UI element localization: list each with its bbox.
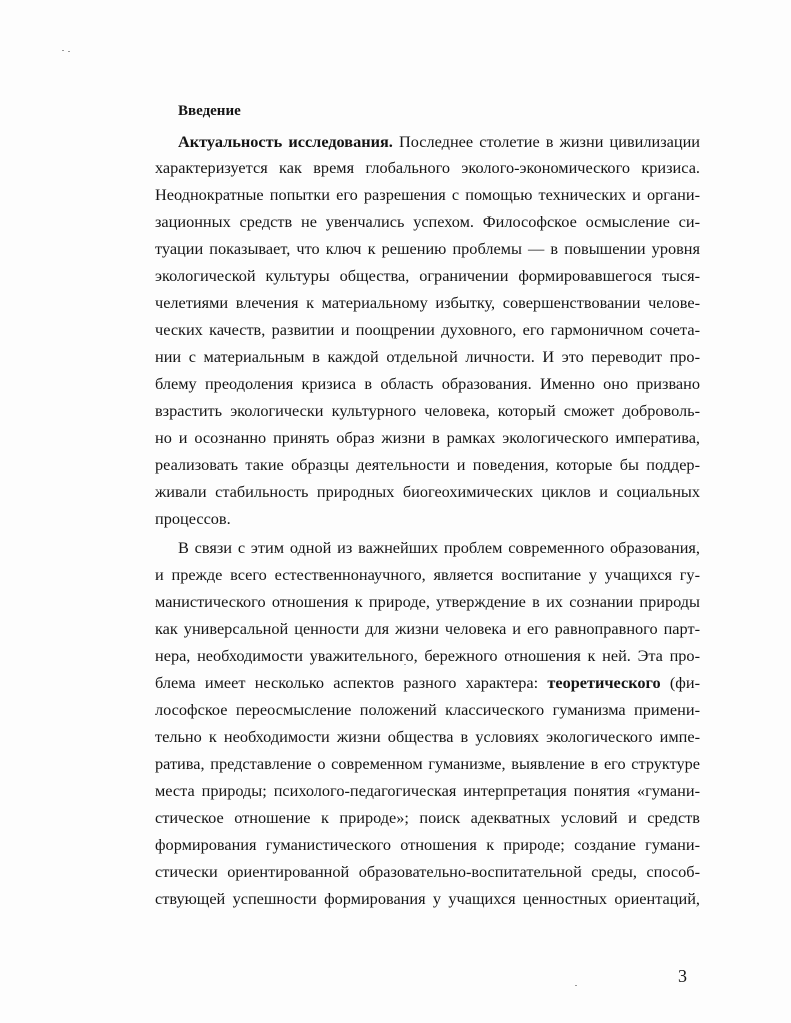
line-text: (фи- <box>660 673 700 692</box>
paragraph-line: стически ориентированной образовательно-воспитательной среды, способ- <box>155 862 700 881</box>
scan-speck <box>575 985 577 986</box>
lead-bold-text: Актуальность исследования. <box>178 132 393 151</box>
lead-text: Последнее столетие в жизни цивилизации <box>392 132 700 151</box>
paragraph-line: формирования гуманистического отношения к природе; создание гумани- <box>155 835 700 854</box>
scan-speck <box>68 51 70 52</box>
paragraph-line: как универсальной ценности для жизни человека и его равноправного парт- <box>155 619 700 638</box>
paragraph-line: экологической культуры общества, ограничении формировавшегося тыся- <box>155 266 700 285</box>
paragraph-line: живали стабильность природных биогеохимических циклов и социальных <box>155 482 700 501</box>
bold-term: теоретического <box>547 673 661 692</box>
paragraph-line: ческих качеств, развитии и поощрении духовного, его гармоничном сочета- <box>155 320 700 339</box>
page-number: 3 <box>678 966 687 986</box>
paragraph-line: челетиями влечения к материальному избытку, совершенствовании челове- <box>155 293 700 312</box>
paragraph-line: тельно к необходимости жизни общества в условиях экологического импе- <box>155 727 700 746</box>
paragraph-line: реализовать такие образцы деятельности и поведения, которые бы поддер- <box>155 455 700 474</box>
paragraph-line <box>178 132 700 152</box>
scan-speck <box>62 50 64 51</box>
section-heading: Введение <box>178 103 241 119</box>
paragraph-line: ствующей успешности формирования у учащихся ценностных ориентаций, <box>155 889 700 908</box>
paragraph-line: В связи с этим одной из важнейших проблем современного образования, <box>178 538 700 557</box>
paragraph-line: стическое отношение к природе»; поиск адекватных условий и средств <box>155 808 700 827</box>
paragraph-line: места природы; психолого-педагогическая интерпретация понятия «гумани- <box>155 781 700 800</box>
paragraph-line: и прежде всего естественнонаучного, является воспитание у учащихся гу- <box>155 565 700 584</box>
line-text: блема имеет несколько аспектов разного характера: <box>155 673 548 692</box>
paragraph-line: зационных средств не увенчались успехом. Философское осмысление си- <box>155 212 700 231</box>
paragraph-line: туации показывает, что ключ к решению проблемы — в повышении уровня <box>155 239 700 258</box>
paragraph-line: блему преодоления кризиса в область образования. Именно оно призвано <box>155 374 700 393</box>
paragraph-line: процессов. <box>155 509 231 528</box>
paragraph-line: нера, необходимости уважительного, бережного отношения к ней. Эта про- <box>155 646 700 665</box>
paragraph-line: лософское переосмысление положений классического гуманизма примени- <box>155 700 700 719</box>
paragraph-line: манистического отношения к природе, утверждение в их сознании природы <box>155 592 700 611</box>
paragraph-line: ратива, представление о современном гуманизме, выявление в его структуре <box>155 754 700 773</box>
paragraph-line: взрастить экологически культурного человека, который сможет доброволь- <box>155 401 700 420</box>
paragraph-line: но и осознанно принять образ жизни в рамках экологического императива, <box>155 428 700 447</box>
paragraph-line: характеризуется как время глобального эколого-экономического кризиса. <box>155 158 700 177</box>
paragraph-line <box>155 673 700 693</box>
paragraph-line: Неоднократные попытки его разрешения с помощью технических и органи- <box>155 185 700 204</box>
paragraph-line: нии с материальным в каждой отдельной личности. И это переводит про- <box>155 347 700 366</box>
